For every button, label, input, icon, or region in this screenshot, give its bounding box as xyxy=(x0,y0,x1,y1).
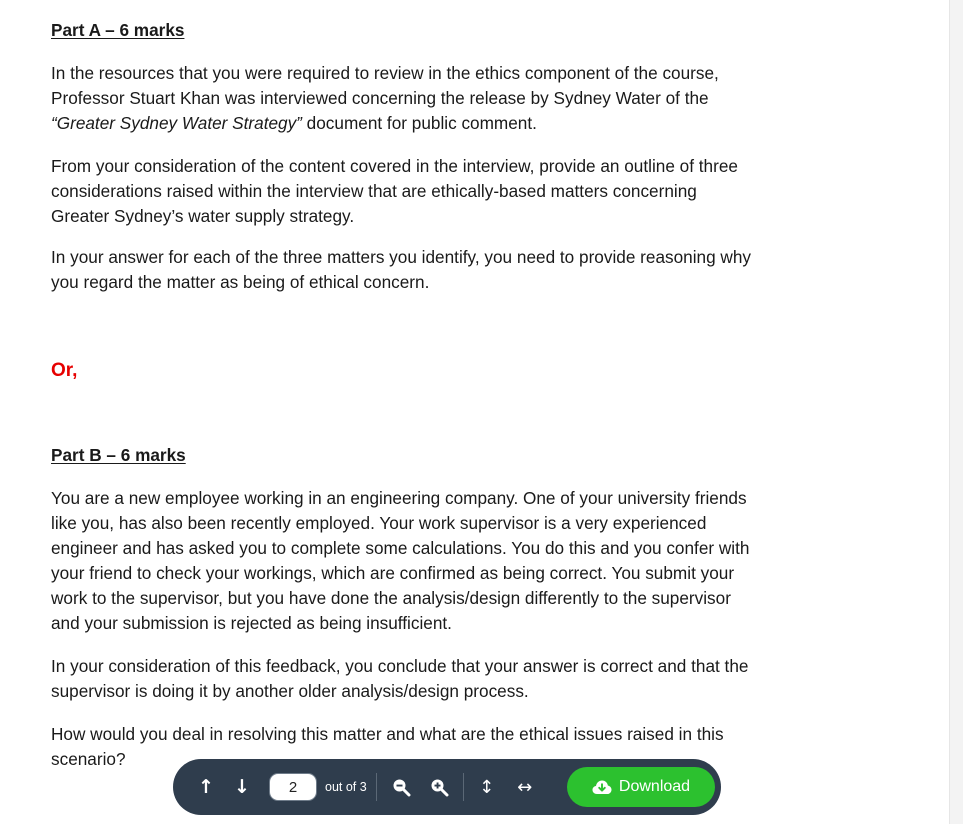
zoom-in-icon xyxy=(429,777,449,797)
toolbar-divider xyxy=(463,773,464,801)
text-line: considerations raised within the interview that are ethically-based matters concerning xyxy=(51,181,697,201)
text-line: In your consideration of this feedback, you conclude that your answer is correct and that the xyxy=(51,656,749,676)
toolbar-divider xyxy=(376,773,377,801)
download-label: Download xyxy=(618,778,691,795)
part-a-paragraph-1 xyxy=(51,61,841,136)
page-count-label: out of 3 xyxy=(325,780,367,794)
fit-height-button[interactable]: ↕ xyxy=(473,773,501,801)
part-a-paragraph-2 xyxy=(51,154,841,229)
text-line: Greater Sydney’s water supply strategy. xyxy=(51,206,355,226)
cloud-download-icon xyxy=(592,779,612,795)
zoom-in-button[interactable] xyxy=(424,772,454,802)
text-line: work to the supervisor, but you have done the analysis/design differently to the supervisor xyxy=(51,588,731,608)
scrollbar-track[interactable] xyxy=(949,0,963,824)
zoom-out-icon xyxy=(391,777,411,797)
text-line: scenario? xyxy=(51,749,126,769)
fit-width-button[interactable]: ↔ xyxy=(511,773,539,801)
download-button[interactable] xyxy=(567,767,715,807)
text-line: you regard the matter as being of ethical concern. xyxy=(51,272,430,292)
part-a-heading: Part A – 6 marks xyxy=(51,20,185,40)
part-b-paragraph-1 xyxy=(51,486,841,636)
text-line: You are a new employee working in an engineering company. One of your university friends xyxy=(51,488,747,508)
text-line xyxy=(51,111,841,136)
or-label: Or, xyxy=(51,360,78,381)
viewer-toolbar xyxy=(173,759,721,815)
previous-page-button[interactable]: ↑ xyxy=(195,773,217,801)
document-title-italic: “Greater Sydney Water Strategy” xyxy=(51,113,302,133)
zoom-out-button[interactable] xyxy=(386,772,416,802)
text-line: supervisor is doing it by another older analysis/design process. xyxy=(51,681,529,701)
text-line: engineer and has asked you to complete some calculations. You do this and you confer with xyxy=(51,538,750,558)
part-b-paragraph-2 xyxy=(51,654,841,704)
text-line: From your consideration of the content covered in the interview, provide an outline of three xyxy=(51,156,738,176)
text-fragment: document for public comment. xyxy=(301,113,537,133)
part-b-heading: Part B – 6 marks xyxy=(51,445,186,465)
text-line: and your submission is rejected as being insufficient. xyxy=(51,613,452,633)
next-page-button[interactable]: ↓ xyxy=(231,773,253,801)
text-line: your friend to check your workings, which are confirmed as being correct. You submit your xyxy=(51,563,735,583)
text-line: How would you deal in resolving this matter and what are the ethical issues raised in this xyxy=(51,724,724,744)
text-line: Professor Stuart Khan was interviewed concerning the release by Sydney Water of the xyxy=(51,88,709,108)
text-line: In the resources that you were required to review in the ethics component of the course, xyxy=(51,63,719,83)
part-a-paragraph-3 xyxy=(51,245,841,295)
page-number-input[interactable] xyxy=(269,773,317,801)
text-line: In your answer for each of the three matters you identify, you need to provide reasoning why xyxy=(51,247,751,267)
text-line: like you, has also been recently employed. Your work supervisor is a very experienced xyxy=(51,513,707,533)
